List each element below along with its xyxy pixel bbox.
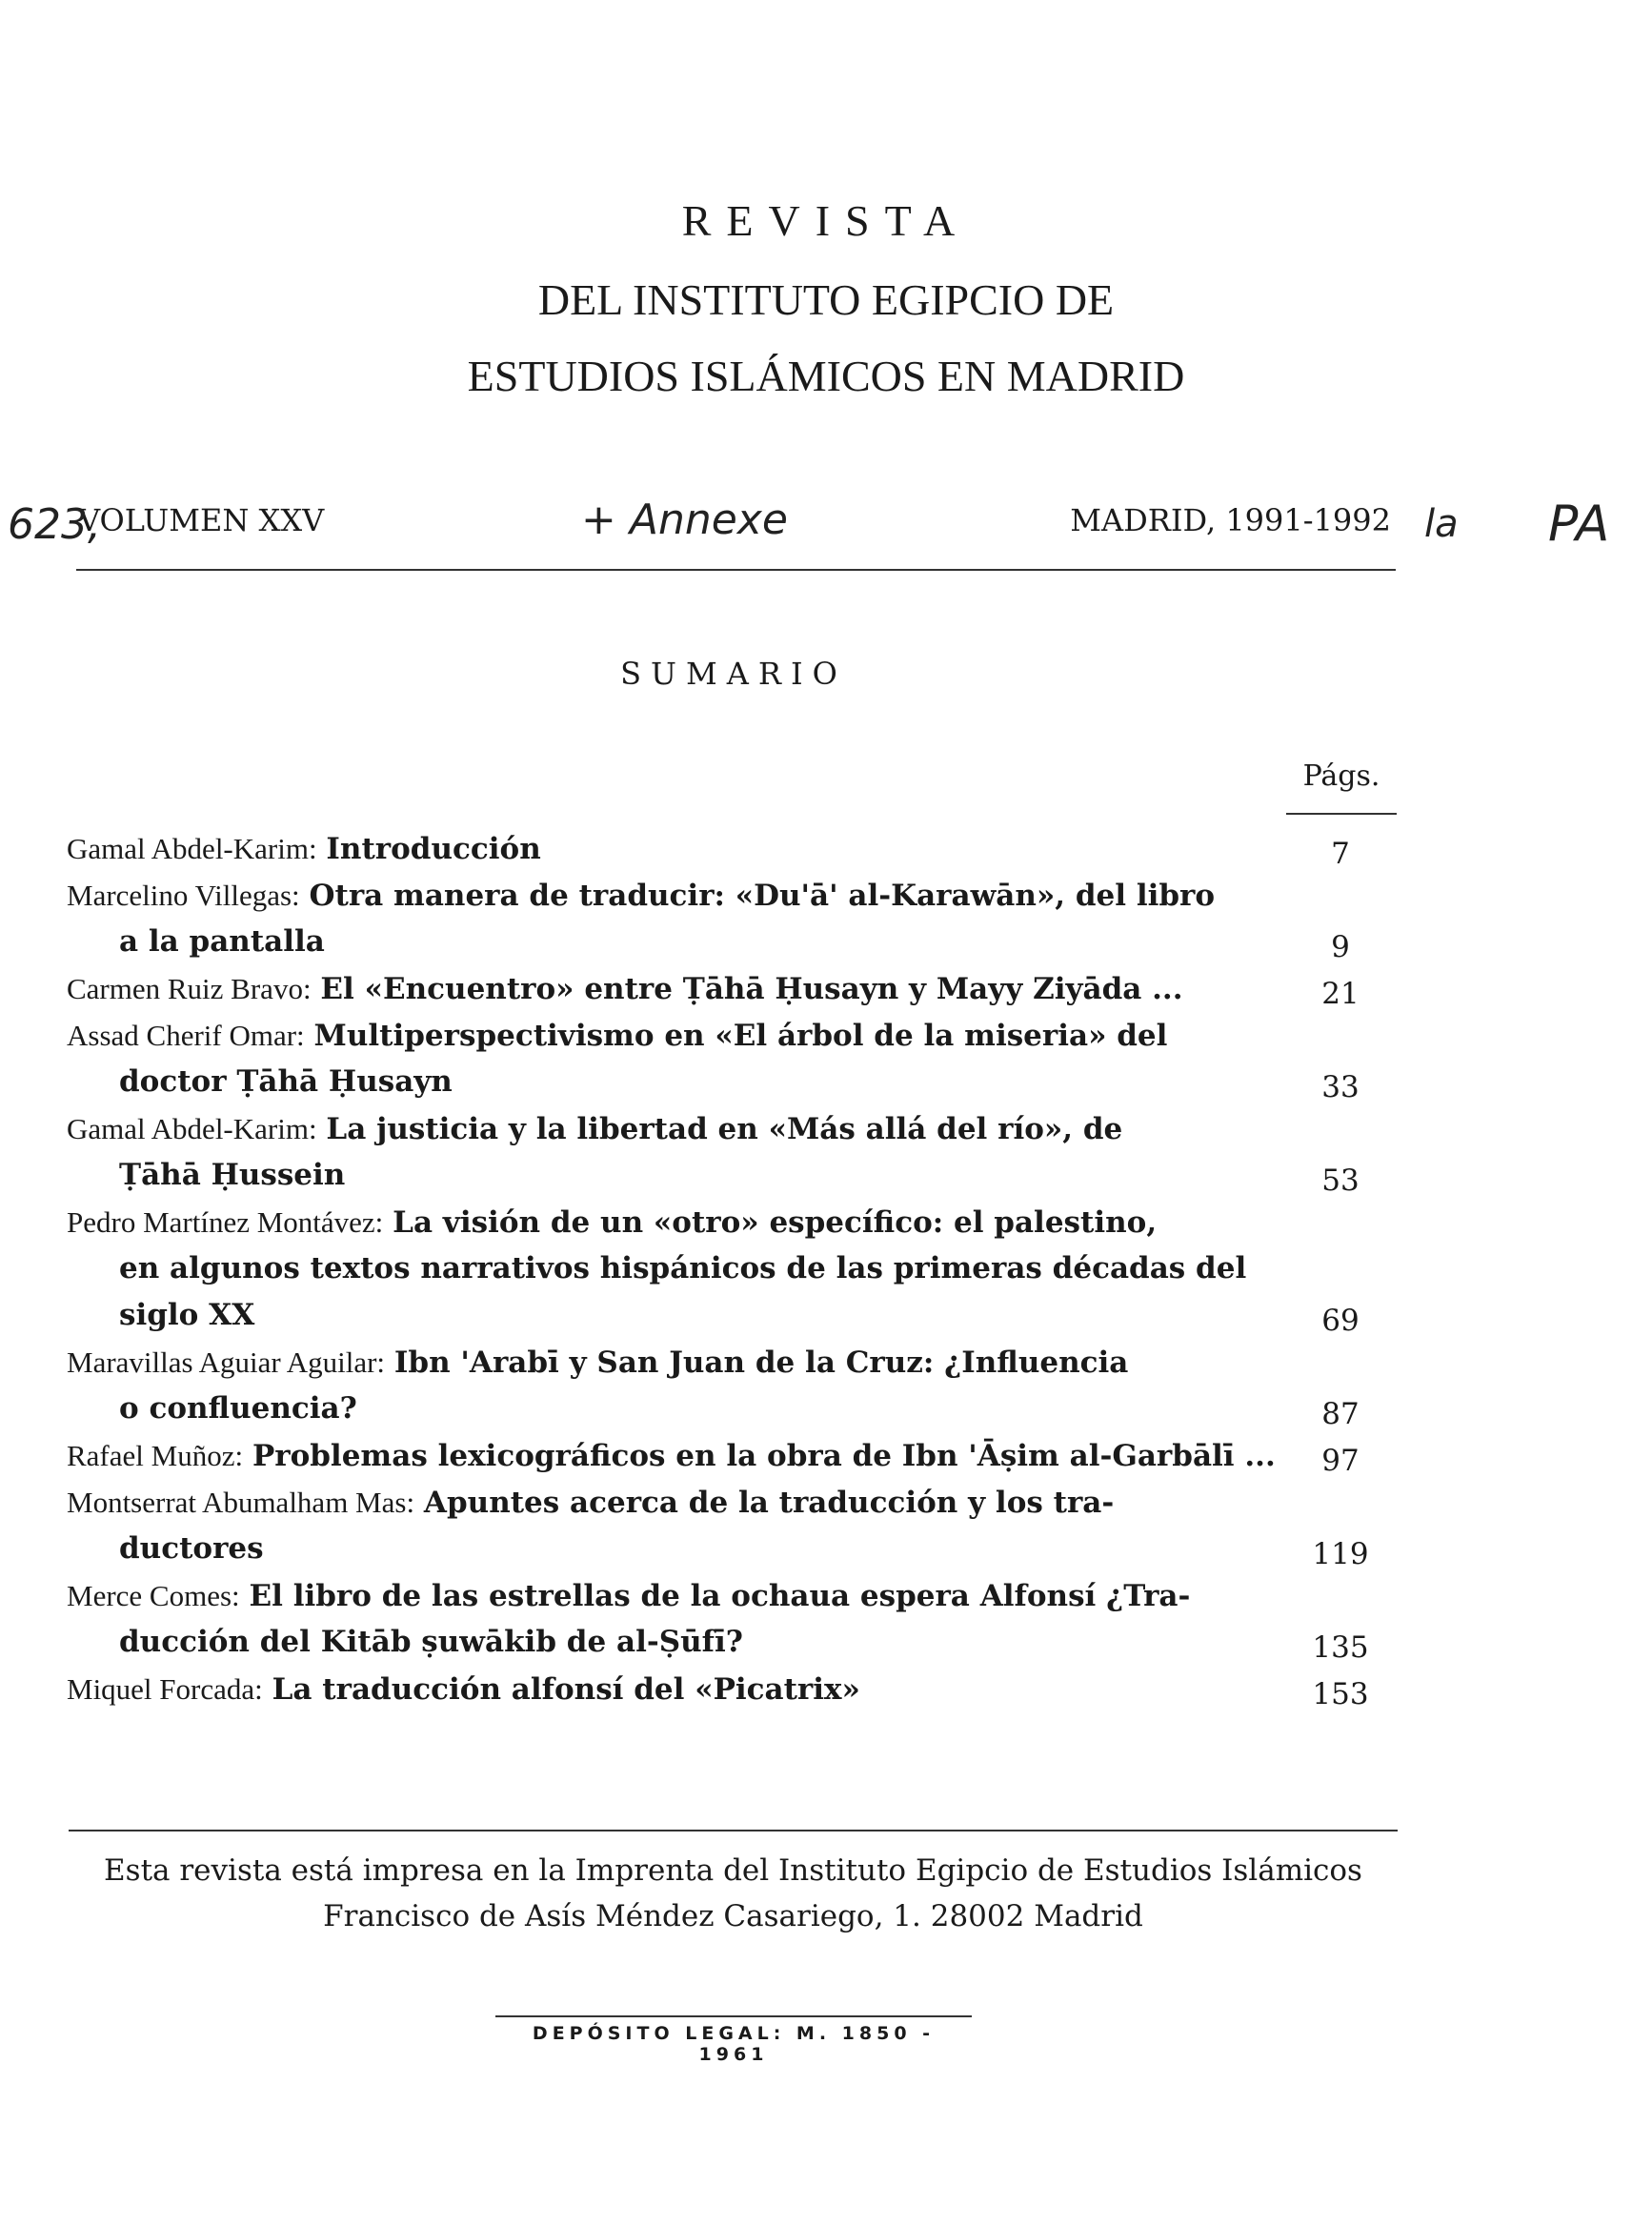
toc-work-title: siglo XX [119, 1298, 255, 1332]
toc-page-number: 135 [1312, 1630, 1369, 1665]
toc-page-number: 33 [1321, 1070, 1360, 1104]
toc-line [67, 1059, 1400, 1105]
toc-work-title: Problemas lexicográficos en la obra de Ibn 'Āṣim al-Garbālī ... [252, 1439, 1276, 1473]
toc-entry [67, 1666, 1400, 1712]
toc-author: Rafael Muñoz: [67, 1439, 244, 1472]
toc-entry [67, 1572, 1400, 1666]
footer-printer-line: Esta revista está impresa en la Imprenta del Instituto Egipcio de Estudios Islámicos [104, 1853, 1362, 1888]
toc-line [67, 1666, 1400, 1712]
toc-page-number: 21 [1321, 977, 1360, 1011]
toc-author: Pedro Martínez Montávez: [67, 1205, 384, 1239]
toc-work-title: Introducción [326, 832, 541, 866]
toc-line [67, 1572, 1400, 1619]
toc-line [67, 1152, 1400, 1199]
footer-rule [69, 1830, 1398, 1831]
toc-work-title: La traducción alfonsí del «Picatrix» [272, 1672, 860, 1707]
table-of-contents [67, 825, 1400, 1712]
toc-page-number: 87 [1321, 1397, 1360, 1431]
toc-line [67, 1386, 1400, 1432]
toc-work-title: La visión de un «otro» específico: el palestino, [393, 1205, 1158, 1240]
toc-entry [67, 1432, 1400, 1479]
toc-work-title: en algunos textos narrativos hispánicos de las primeras décadas del [119, 1251, 1247, 1285]
toc-entry [67, 1012, 1400, 1105]
toc-author: Merce Comes: [67, 1579, 240, 1612]
toc-work-title: doctor Ṭāhā Ḥusayn [119, 1064, 453, 1099]
toc-page-number: 153 [1312, 1677, 1369, 1711]
toc-page-number: 53 [1321, 1164, 1360, 1198]
toc-work-title: Ṭāhā Ḥussein [119, 1158, 346, 1192]
toc-work-title: La justicia y la libertad en «Más allá del río», de [326, 1112, 1123, 1146]
toc-author: Maravillas Aguiar Aguilar: [67, 1346, 386, 1379]
toc-line [67, 1619, 1400, 1666]
handwritten-pa: PA [1548, 496, 1610, 553]
toc-line [67, 1339, 1400, 1386]
toc-page-number: 97 [1321, 1444, 1360, 1478]
pages-label: Págs. [1302, 759, 1380, 793]
handwritten-annex: + Annexe [581, 496, 788, 544]
toc-work-title: o confluencia? [119, 1391, 357, 1426]
handwritten-number: 623, [8, 500, 101, 549]
footer-address-line: Francisco de Asís Méndez Casariego, 1. 28002 Madrid [323, 1899, 1143, 1933]
toc-line [67, 1012, 1400, 1059]
sumario-heading: SUMARIO [620, 656, 847, 692]
toc-work-title: Ibn 'Arabī y San Juan de la Cruz: ¿Influencia [393, 1346, 1129, 1380]
toc-line [67, 1105, 1400, 1152]
journal-title-line1: REVISTA [681, 196, 971, 245]
toc-work-title: Otra manera de traducir: «Du'ā' al-Karawān», del libro [309, 879, 1216, 913]
toc-entry [67, 965, 1400, 1012]
toc-author: Miquel Forcada: [67, 1672, 263, 1706]
toc-author: Gamal Abdel-Karim: [67, 1112, 317, 1145]
toc-line [67, 1432, 1400, 1479]
toc-line [67, 825, 1400, 872]
toc-work-title: a la pantalla [119, 924, 325, 959]
toc-work-title: El libro de las estrellas de la ochaua espera Alfonsí ¿Tra- [249, 1579, 1191, 1613]
volume-place-date: MADRID, 1991-1992 [1070, 502, 1391, 538]
toc-line [67, 1199, 1400, 1245]
toc-entry [67, 1479, 1400, 1572]
handwritten-la: la [1424, 502, 1459, 546]
volume-label: VOLUMEN XXV [78, 502, 325, 538]
toc-line [67, 1526, 1400, 1572]
journal-title-line2: DEL INSTITUTO EGIPCIO DE [537, 275, 1115, 324]
toc-author: Marcelino Villegas: [67, 879, 300, 912]
toc-page-number: 7 [1331, 837, 1350, 871]
toc-line [67, 919, 1400, 965]
toc-page-number: 9 [1331, 930, 1350, 964]
toc-author: Carmen Ruiz Bravo: [67, 972, 312, 1005]
toc-line [67, 965, 1400, 1012]
toc-work-title: ducción del Kitāb ṣuwākib de al-Ṣūfī? [119, 1625, 743, 1659]
toc-entry [67, 872, 1400, 965]
toc-author: Montserrat Abumalham Mas: [67, 1486, 415, 1519]
toc-work-title: ductores [119, 1531, 264, 1566]
toc-line [67, 1245, 1400, 1292]
legal-deposit: DEPÓSITO LEGAL: M. 1850 - 1961 [495, 2015, 972, 2065]
toc-author: Assad Cherif Omar: [67, 1019, 305, 1052]
toc-page-number: 119 [1312, 1537, 1369, 1571]
toc-work-title: Multiperspectivismo en «El árbol de la miseria» del [313, 1019, 1168, 1053]
toc-work-title: Apuntes acerca de la traducción y los tra- [423, 1486, 1115, 1520]
toc-line [67, 872, 1400, 919]
toc-entry [67, 1105, 1400, 1199]
toc-author: Gamal Abdel-Karim: [67, 832, 317, 865]
toc-work-title: El «Encuentro» entre Ṭāhā Ḥusayn y Mayy Ziyāda ... [320, 972, 1183, 1006]
toc-line [67, 1292, 1400, 1339]
pages-rule [1286, 813, 1397, 815]
toc-entry [67, 1339, 1400, 1432]
toc-entry [67, 1199, 1400, 1339]
toc-line [67, 1479, 1400, 1526]
toc-page-number: 69 [1321, 1304, 1360, 1338]
journal-title-line3: ESTUDIOS ISLÁMICOS EN MADRID [467, 352, 1185, 400]
toc-entry [67, 825, 1400, 872]
